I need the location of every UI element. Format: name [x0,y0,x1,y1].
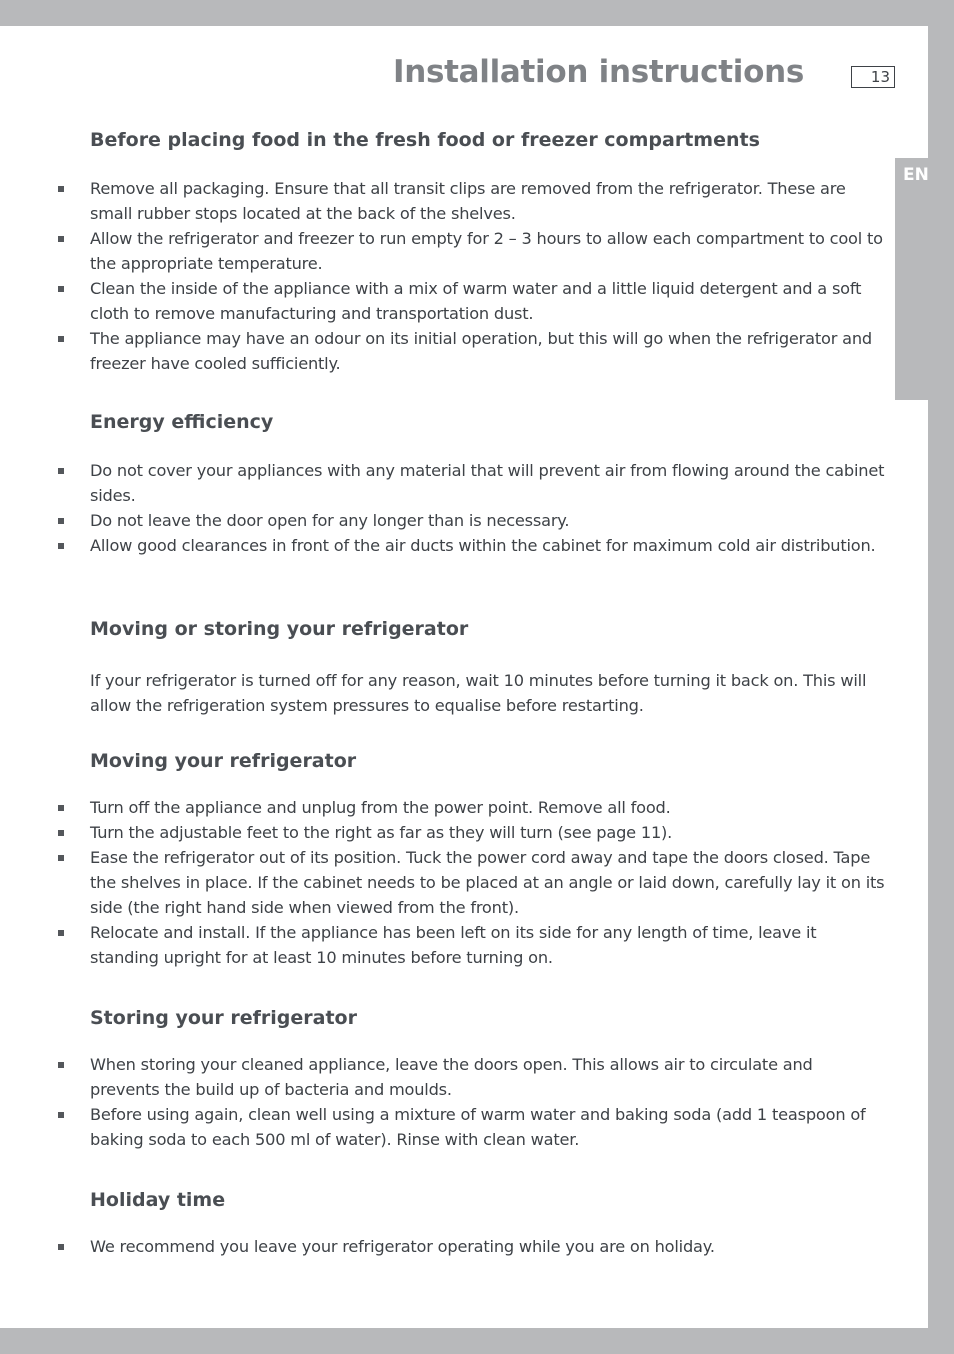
bullet-icon [58,805,64,811]
bullet-icon [58,236,64,242]
section-moving-your-refrigerator [0,749,895,970]
bullet-icon [58,186,64,192]
section-holiday-time [0,1188,895,1259]
document-page [0,26,928,1328]
section-heading: Storing your refrigerator [90,1007,357,1029]
bullet-list [0,458,895,558]
bullet-list [0,176,895,376]
list-item: Do not leave the door open for any longer than is necessary. [90,508,885,533]
section-energy-efficiency [0,410,895,558]
section-heading: Holiday time [90,1189,226,1211]
section-storing-your-refrigerator [0,1006,895,1152]
list-item: Allow the refrigerator and freezer to run empty for 2 – 3 hours to allow each compartment to cool to the appropriate temperature. [90,226,885,276]
section-heading: Energy efficiency [90,411,274,433]
list-item: Allow good clearances in front of the air ducts within the cabinet for maximum cold air distribution. [90,533,885,558]
bullet-icon [58,830,64,836]
bullet-icon [58,1112,64,1118]
section-heading: Before placing food in the fresh food or freezer compartments [90,129,760,151]
bullet-icon [58,1244,64,1250]
list-item: Ease the refrigerator out of its position. Tuck the power cord away and tape the doors closed. Tape the shelves in place. If the cabinet needs to be placed at an angle or laid down, carefully lay it on its side (the right hand side when viewed from the front). [90,845,885,920]
list-item: Relocate and install. If the appliance has been left on its side for any length of time, leave it standing upright for at least 10 minutes before turning on. [90,920,885,970]
page-number: 13 [851,66,895,88]
bullet-list [0,795,895,970]
section-paragraph: If your refrigerator is turned off for any reason, wait 10 minutes before turning it back on. This will allow the refrigeration system pressures to equalise before restarting. [90,671,867,715]
list-item: Turn off the appliance and unplug from the power point. Remove all food. [90,795,885,820]
list-item: When storing your cleaned appliance, leave the doors open. This allows air to circulate and prevents the build up of bacteria and moulds. [90,1052,885,1102]
list-item: We recommend you leave your refrigerator operating while you are on holiday. [90,1234,885,1259]
language-tab-label: EN [903,165,929,185]
bullet-icon [58,286,64,292]
page-title: Installation instructions [392,54,804,90]
section-before-placing-food [0,128,895,376]
bullet-list [0,1234,895,1259]
list-item: Turn the adjustable feet to the right as far as they will turn (see page 11). [90,820,885,845]
section-moving-or-storing [0,617,895,718]
section-heading: Moving your refrigerator [90,750,357,772]
list-item: The appliance may have an odour on its initial operation, but this will go when the refrigerator and freezer have cooled sufficiently. [90,326,885,376]
language-tab [895,158,928,400]
list-item: Do not cover your appliances with any material that will prevent air from flowing around the cabinet sides. [90,458,885,508]
bullet-icon [58,336,64,342]
bullet-icon [58,1062,64,1068]
section-heading: Moving or storing your refrigerator [90,618,469,640]
list-item: Clean the inside of the appliance with a mix of warm water and a little liquid detergent and a soft cloth to remove manufacturing and transportation dust. [90,276,885,326]
bullet-icon [58,855,64,861]
list-item: Remove all packaging. Ensure that all transit clips are removed from the refrigerator. These are small rubber stops located at the back of the shelves. [90,176,885,226]
bullet-icon [58,543,64,549]
list-item: Before using again, clean well using a mixture of warm water and baking soda (add 1 teaspoon of baking soda to each 500 ml of water). Rinse with clean water. [90,1102,885,1152]
bullet-icon [58,518,64,524]
bullet-list [0,1052,895,1152]
bullet-icon [58,930,64,936]
bullet-icon [58,468,64,474]
